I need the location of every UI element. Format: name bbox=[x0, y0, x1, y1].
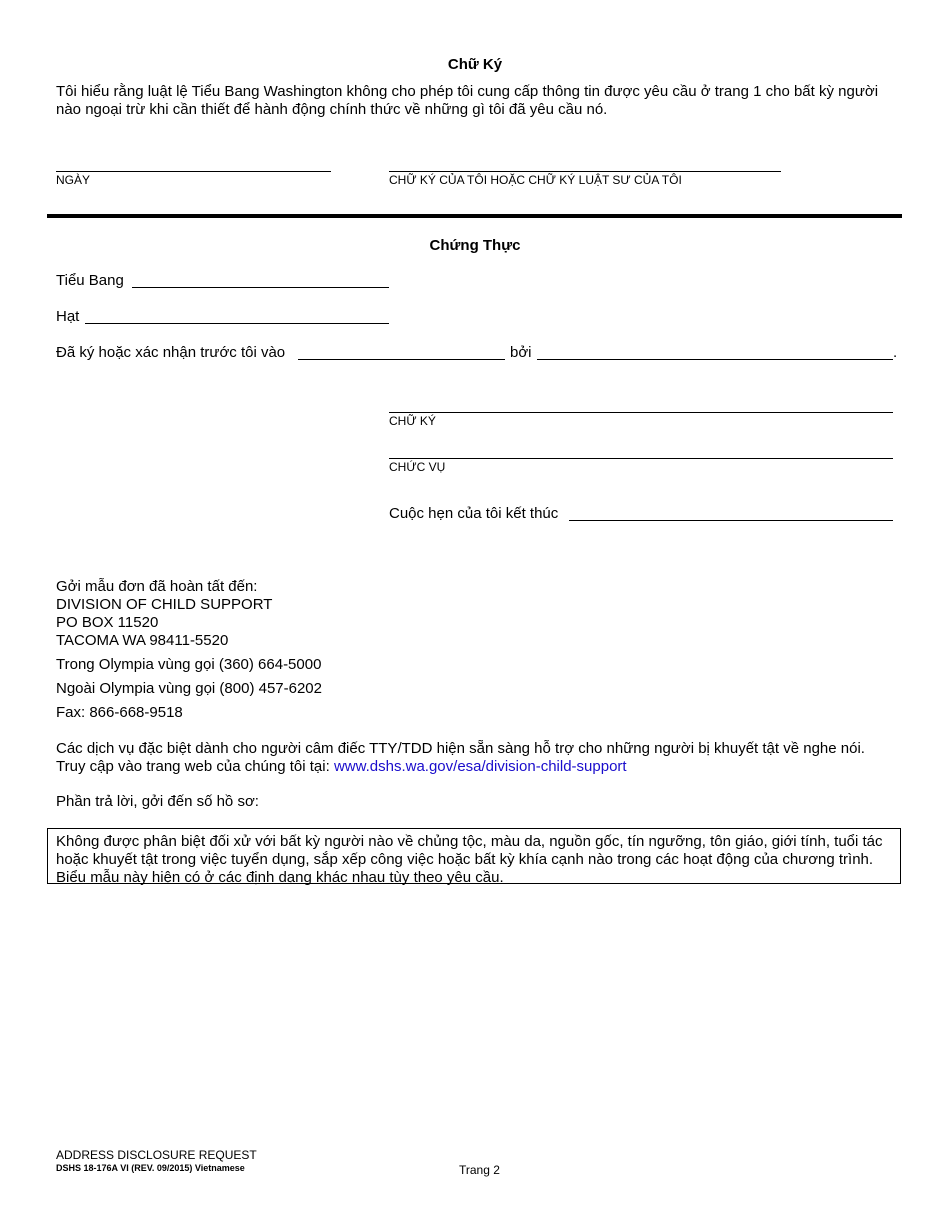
mailing-line-1: DIVISION OF CHILD SUPPORT bbox=[56, 596, 273, 613]
state-label: Tiểu Bang bbox=[56, 272, 124, 289]
signature-statement: Tôi hiểu rằng luật lệ Tiểu Bang Washington không cho phép tôi cung cấp thông tin được yêu cầu ở trang 1 cho bất kỳ người nào ngoại trừ khi cần thiết để hành động chính thức về những gì tôi đã yêu cầu nó. bbox=[56, 83, 879, 118]
state-field[interactable] bbox=[132, 287, 389, 288]
phone-olympia-in: Trong Olympia vùng gọi (360) 664-5000 bbox=[56, 656, 322, 673]
notary-signature-line[interactable] bbox=[389, 412, 893, 413]
form-title: ADDRESS DISCLOSURE REQUEST bbox=[56, 1148, 257, 1162]
county-label: Hạt bbox=[56, 308, 80, 325]
county-field[interactable] bbox=[85, 323, 389, 324]
notary-title-line[interactable] bbox=[389, 458, 893, 459]
section-divider bbox=[47, 214, 902, 218]
appointment-label: Cuộc hẹn của tôi kết thúc bbox=[389, 505, 559, 522]
my-signature-line[interactable] bbox=[389, 171, 781, 172]
mailing-line-2: PO BOX 11520 bbox=[56, 614, 159, 631]
period: . bbox=[893, 344, 898, 361]
website-line bbox=[56, 758, 627, 776]
signed-by-field[interactable] bbox=[537, 359, 893, 360]
page-number: Trang 2 bbox=[459, 1163, 500, 1177]
phone-olympia-out: Ngoài Olympia vùng gọi (800) 457-6202 bbox=[56, 680, 322, 697]
nondiscrimination-notice: Không được phân biệt đối xử với bất kỳ người nào về chủng tộc, màu da, nguồn gốc, tín ngưỡng, tôn giáo, giới tính, tuổi tác hoặc khuyết tật trong việc tuyển dụng, sắp xếp công việc hoặc bất kỳ khía cạnh nào trong các hoạt động của chương trình. Biểu mẫu này hiện có ở các định dạng khác nhau tùy theo yêu cầu. bbox=[47, 828, 901, 884]
signed-date-field[interactable] bbox=[298, 359, 505, 360]
website-link[interactable]: www.dshs.wa.gov/esa/division-child-support bbox=[333, 758, 627, 775]
date-label: NGÀY bbox=[56, 173, 91, 187]
notary-signature-label: CHỮ KÝ bbox=[389, 414, 436, 428]
my-signature-label: CHỮ KÝ CỦA TÔI HOẶC CHỮ KÝ LUẬT SƯ CỦA TÔI bbox=[389, 173, 682, 187]
form-number: DSHS 18-176A VI (REV. 09/2015) Vietnamese bbox=[56, 1163, 245, 1173]
date-line[interactable] bbox=[56, 171, 331, 172]
notary-title: Chứng Thực bbox=[429, 237, 521, 254]
by-label: bởi bbox=[510, 344, 532, 361]
fax-number: Fax: 866-668-9518 bbox=[56, 704, 183, 721]
tty-services: Các dịch vụ đặc biệt dành cho người câm điếc TTY/TDD hiện sẵn sàng hỗ trợ cho những người bị khuyết tật về nghe nói. bbox=[56, 740, 865, 757]
mailing-line-3: TACOMA WA 98411-5520 bbox=[56, 632, 229, 649]
website-prefix: Truy cập vào trang web của chúng tôi tại: bbox=[56, 758, 334, 775]
notary-title-label: CHỨC VỤ bbox=[389, 460, 446, 474]
signature-title: Chữ Ký bbox=[447, 56, 503, 73]
mailing-intro: Gởi mẫu đơn đã hoàn tất đến: bbox=[56, 578, 258, 595]
appointment-field[interactable] bbox=[569, 520, 893, 521]
reply-case-number: Phần trả lời, gởi đến số hồ sơ: bbox=[56, 793, 259, 810]
signed-before-label: Đã ký hoặc xác nhận trước tôi vào bbox=[56, 344, 286, 361]
